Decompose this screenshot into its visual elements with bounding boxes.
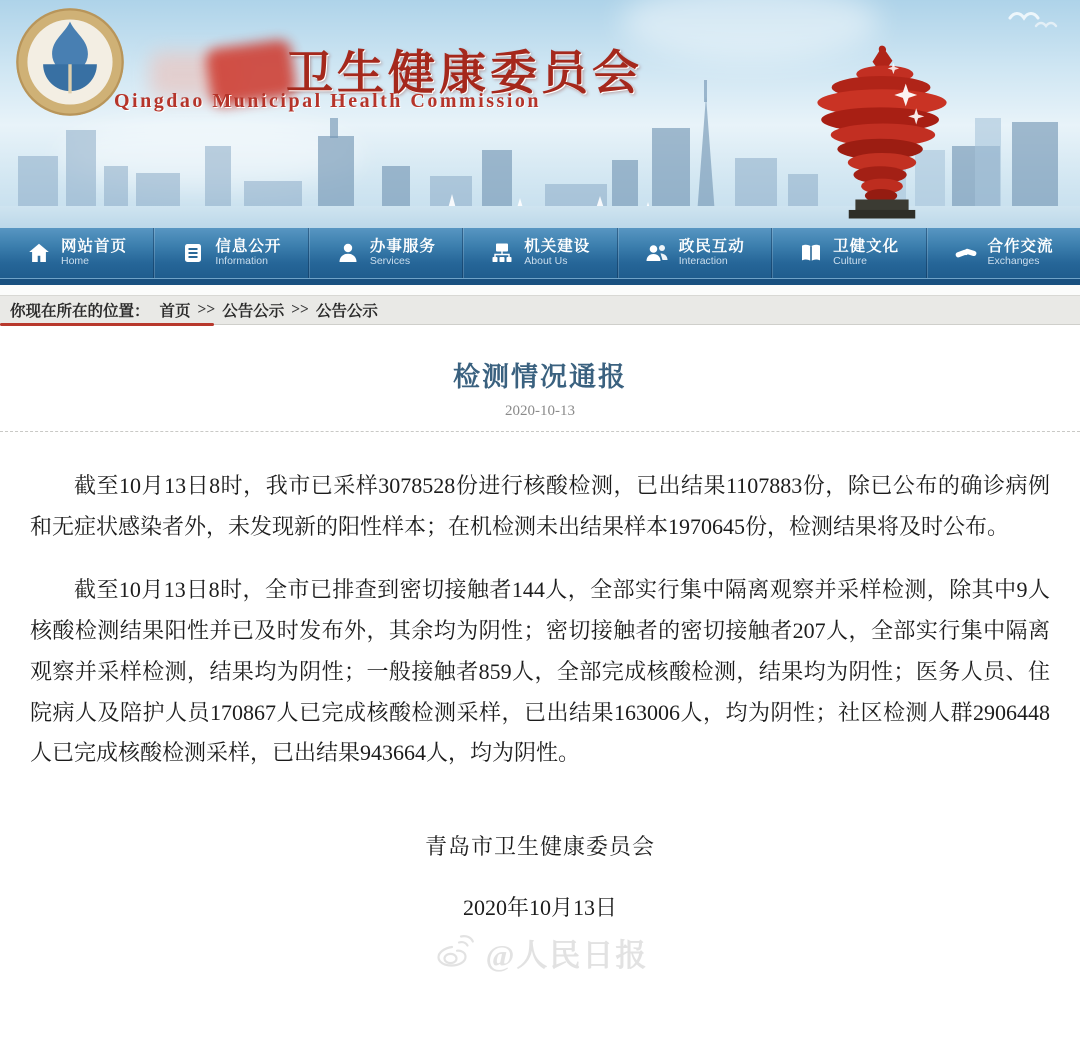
handshake-icon — [953, 240, 979, 266]
nav-item-culture[interactable] — [771, 228, 925, 278]
nav-label-cn: 信息公开 — [215, 238, 282, 256]
site-banner — [0, 0, 1080, 228]
breadcrumb-gap — [0, 285, 1080, 295]
nav-label-en: Home — [61, 254, 90, 267]
article — [0, 355, 1080, 975]
nav-label-en: Exchanges — [987, 254, 1040, 267]
article-title: 检测情况通报 — [453, 362, 627, 392]
nav-label-cn: 政民互动 — [678, 238, 745, 256]
nav-item-information[interactable] — [153, 228, 307, 278]
document-icon — [180, 240, 206, 266]
org-chart-icon — [489, 240, 515, 266]
book-icon — [798, 240, 824, 266]
nav-item-interaction[interactable] — [617, 228, 771, 278]
seagull-graphic — [1006, 6, 1062, 32]
breadcrumb-accent — [0, 323, 214, 326]
person-icon — [335, 240, 361, 266]
nav-label-cn: 机关建设 — [524, 238, 591, 256]
breadcrumb-separator: >> — [291, 301, 309, 318]
banner-subtitle: Qingdao Municipal Health Commission — [114, 90, 541, 112]
nav-label-en: Interaction — [678, 254, 728, 267]
nav-item-services[interactable] — [308, 228, 462, 278]
article-sign-date: 2020年10月13日 — [462, 895, 617, 921]
article-paragraph-2: 截至10月13日8时，全市已排查到密切接触者144人，全部实行集中隔离观察并采样检测，除其中9人核酸检测结果阳性并已及时发布外，其余均为阴性；密切接触者的密切接触者207人，全部实行集中隔离观察并采样检测，结果均为阴性；一般接触者859人，全部完成核酸检测，结果均为阴性；医务人员、住院病人及陪护人员170867人已完成核酸检测采样，已出结果163006人，均为阴性；社区检测人群2906448人已完成核酸检测采样，已出结果943664人，均为阴性。 — [30, 576, 1050, 766]
nav-label-en: Culture — [833, 254, 867, 267]
nav-item-home[interactable] — [0, 228, 153, 278]
nav-label-en: Information — [215, 254, 268, 267]
nav-item-about[interactable] — [462, 228, 616, 278]
nav-label-cn: 合作交流 — [987, 238, 1054, 256]
site-logo[interactable] — [14, 6, 126, 118]
article-paragraph-1: 截至10月13日8时，我市已采样3078528份进行核酸检测，已出结果1107883份，除已公布的确诊病例和无症状感染者外，未发现新的阳性样本；在机检测未出结果样本1970645份，检测结果将及时公布。 — [30, 473, 1050, 539]
watermark — [30, 930, 1050, 975]
nav-label-cn: 卫健文化 — [833, 238, 900, 256]
nav-label-en: Services — [369, 254, 411, 267]
main-nav — [0, 228, 1080, 278]
breadcrumb-link-current[interactable]: 公告公示 — [315, 303, 378, 320]
qingdao-health-emblem — [14, 6, 126, 118]
breadcrumb — [0, 295, 1080, 325]
nav-bottom-strip — [0, 278, 1080, 285]
may-wind-sculpture — [798, 38, 966, 228]
dotted-separator — [0, 431, 1080, 432]
article-date: 2020-10-13 — [505, 403, 575, 419]
breadcrumb-separator: >> — [197, 301, 216, 318]
article-signature: 青岛市卫生健康委员会 — [424, 834, 655, 860]
breadcrumb-link-home[interactable]: 首页 — [159, 303, 191, 320]
home-icon — [26, 240, 52, 266]
nav-label-cn: 办事服务 — [369, 238, 436, 256]
banner-title: 卫生健康委员会 — [286, 48, 643, 100]
watermark-label: @人民日报 — [485, 938, 649, 974]
nav-label-cn: 网站首页 — [61, 238, 128, 256]
breadcrumb-prefix: 你现在所在的位置： — [10, 303, 150, 320]
breadcrumb-link-notices[interactable]: 公告公示 — [222, 303, 285, 320]
nav-label-en: About Us — [524, 254, 568, 267]
nav-item-exchanges[interactable] — [926, 228, 1080, 278]
people-icon — [644, 240, 670, 266]
weibo-icon — [432, 934, 478, 972]
